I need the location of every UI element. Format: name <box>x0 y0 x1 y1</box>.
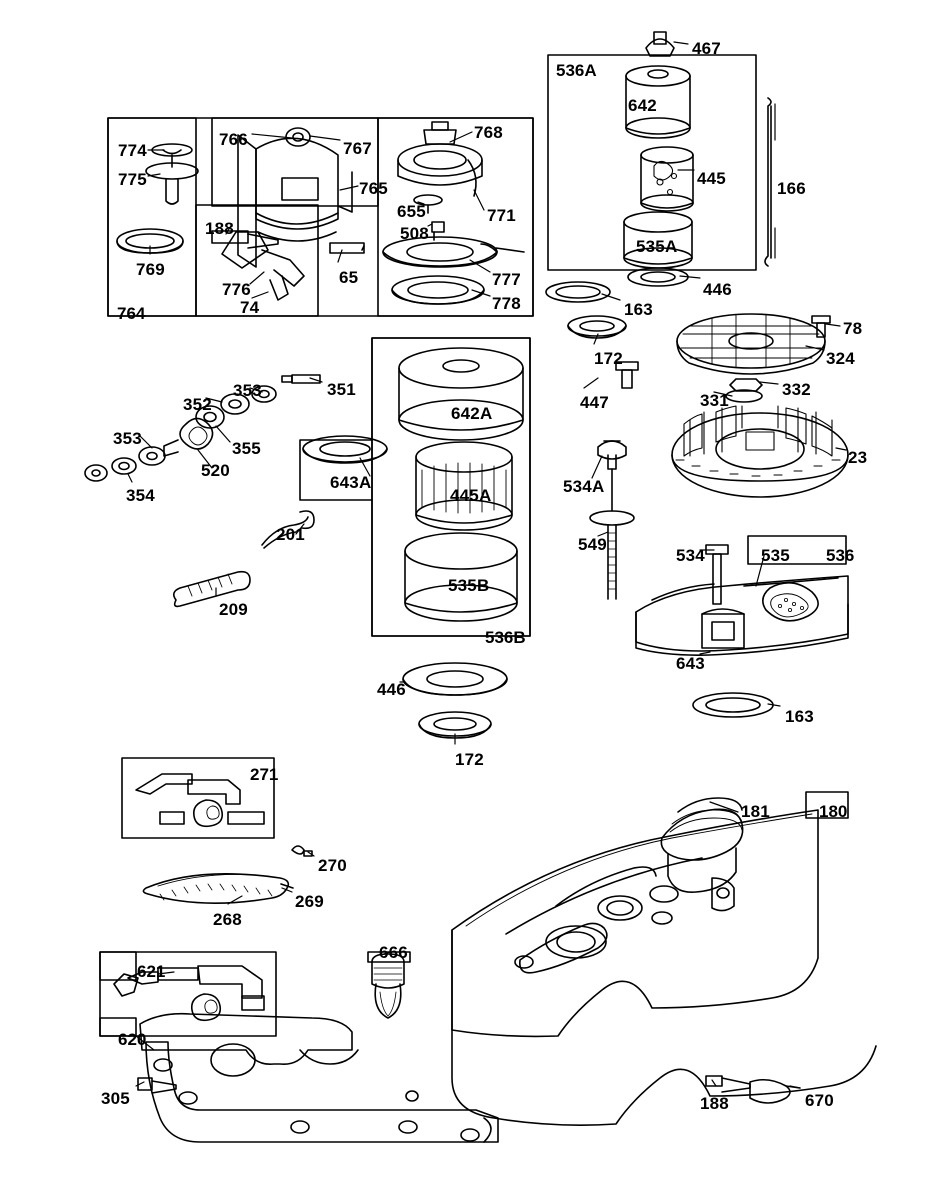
part-label-776: 776 <box>222 280 251 299</box>
part-label-620: 620 <box>118 1030 147 1049</box>
part-label-23: 23 <box>848 448 868 467</box>
part-label-642A: 642A <box>451 404 493 423</box>
part-label-78: 78 <box>843 319 863 338</box>
part-label-775: 775 <box>118 170 147 189</box>
part-label-268: 268 <box>213 910 242 929</box>
part-label-331: 331 <box>700 391 729 410</box>
part-label-777: 777 <box>492 270 521 289</box>
part-label-621: 621 <box>137 962 166 981</box>
part-label-535A: 535A <box>636 237 678 256</box>
part-label-353-a: 353 <box>233 381 262 400</box>
part-label-536A: 536A <box>556 61 597 80</box>
part-label-269: 269 <box>295 892 324 911</box>
part-label-778: 778 <box>492 294 521 313</box>
part-label-445A: 445A <box>450 486 492 505</box>
part-label-445: 445 <box>697 169 726 188</box>
part-label-535B: 535B <box>448 576 490 595</box>
part-label-332: 332 <box>782 380 811 399</box>
part-label-769: 769 <box>136 260 165 279</box>
part-label-467: 467 <box>692 39 721 58</box>
part-label-324: 324 <box>826 349 855 368</box>
part-label-643A: 643A <box>330 473 372 492</box>
part-label-666: 666 <box>379 943 408 962</box>
part-label-766: 766 <box>219 130 248 149</box>
part-label-172-top: 172 <box>594 349 623 368</box>
part-label-163-bottom: 163 <box>785 707 814 726</box>
part-label-643: 643 <box>676 654 705 673</box>
part-label-201: 201 <box>276 525 305 544</box>
part-label-305: 305 <box>101 1089 130 1108</box>
part-label-180: 180 <box>819 802 848 821</box>
part-label-764: 764 <box>117 304 146 323</box>
part-label-209: 209 <box>219 600 248 619</box>
part-label-188-bottom: 188 <box>700 1094 729 1113</box>
part-label-768: 768 <box>474 123 503 142</box>
part-label-771: 771 <box>487 206 516 225</box>
part-label-354: 354 <box>126 486 155 505</box>
part-label-351: 351 <box>327 380 356 399</box>
part-label-536: 536 <box>826 546 855 565</box>
part-label-534A: 534A <box>563 477 605 496</box>
part-label-446-top: 446 <box>703 280 732 299</box>
part-label-642: 642 <box>628 96 657 115</box>
part-label-774: 774 <box>118 141 147 160</box>
part-label-767: 767 <box>343 139 372 158</box>
part-label-352: 352 <box>183 395 212 414</box>
part-label-765: 765 <box>359 179 388 198</box>
part-label-655: 655 <box>397 202 426 221</box>
part-label-447: 447 <box>580 393 609 412</box>
part-label-535: 535 <box>761 546 790 565</box>
part-label-549: 549 <box>578 535 607 554</box>
part-label-65: 65 <box>339 268 359 287</box>
part-label-172-bottom: 172 <box>455 750 484 769</box>
part-label-355: 355 <box>232 439 261 458</box>
part-label-536B: 536B <box>485 628 526 647</box>
part-label-670: 670 <box>805 1091 834 1110</box>
part-label-163-top: 163 <box>624 300 653 319</box>
part-label-520: 520 <box>201 461 230 480</box>
part-label-508: 508 <box>400 224 429 243</box>
part-label-181: 181 <box>741 802 770 821</box>
part-label-188-top: 188 <box>205 219 234 238</box>
part-label-74: 74 <box>240 298 260 317</box>
part-label-353-b: 353 <box>113 429 142 448</box>
part-label-446-bottom: 446 <box>377 680 406 699</box>
part-label-166: 166 <box>777 179 806 198</box>
part-label-271: 271 <box>250 765 279 784</box>
part-label-270: 270 <box>318 856 347 875</box>
part-label-534: 534 <box>676 546 705 565</box>
